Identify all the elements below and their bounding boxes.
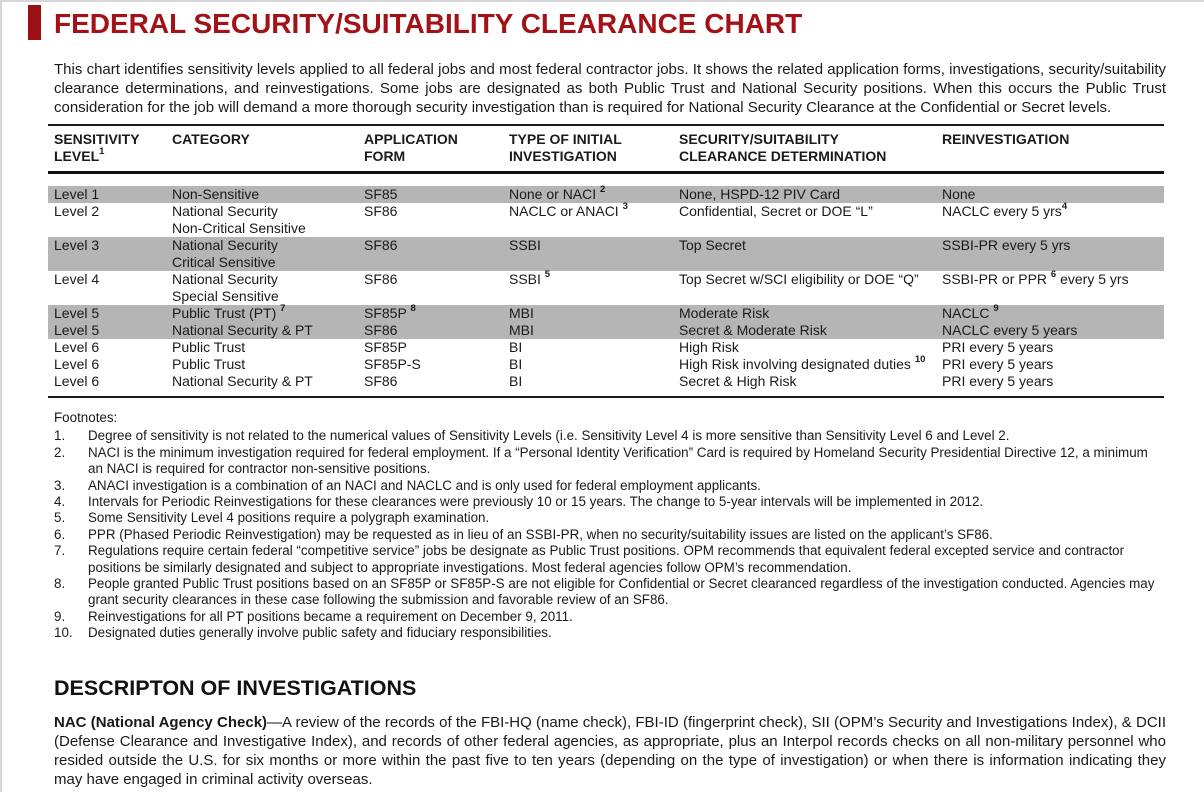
footnote-number: 4. xyxy=(54,494,66,510)
table-cell: MBI xyxy=(509,322,679,339)
table-cell: Level 6 xyxy=(54,339,100,355)
table-cell: BI xyxy=(509,339,523,355)
footnote-text: Reinvestigations for all PT positions became a requirement on December 9, 2011. xyxy=(88,608,573,624)
intro-paragraph: This chart identifies sensitivity levels applied to all federal jobs and most federal contractor jobs. It shows the related application forms, investigations, security/suitability clearance determinations, and reinvestigations. Some jobs are designated as both Public Trust and National Security positions. When this occurs the Public Trust consideration for the job will demand a more thorough security investigation than is required for National Security Clearance at the Confidential or Secret levels. xyxy=(54,61,1166,116)
table-cell: Level 2 xyxy=(54,203,100,219)
table-cell: PRI every 5 years xyxy=(942,356,1054,372)
table-row xyxy=(48,305,1164,322)
table-cell: NACLC every 5 years xyxy=(942,322,1164,339)
table-cell: Level 3 xyxy=(48,237,172,271)
footnote-text: PPR (Phased Periodic Reinvestigation) may be requested as in lieu of an SSBI-PR, when no security/suitability issues are listed on the applicant’s SF86. xyxy=(88,526,993,542)
table-cell: PRI every 5 years xyxy=(942,339,1054,355)
red-edge-mark xyxy=(28,5,41,40)
footnote-number: 5. xyxy=(54,510,66,526)
footnote-item xyxy=(54,428,1166,444)
table-row xyxy=(48,373,1164,390)
footnote-item xyxy=(54,609,1166,625)
superscript-footnote-ref: 6 xyxy=(1050,269,1057,281)
table-cell: SF85 xyxy=(364,186,509,203)
table-row xyxy=(48,186,1164,203)
table-cell: National Security Special Sensitive xyxy=(172,271,279,304)
table-cell: Level 1 xyxy=(48,186,172,203)
table-cell: High Risk involving designated duties $^{10}$ xyxy=(679,354,926,372)
spacer-row xyxy=(48,173,1164,187)
table-cell: SF85P-S xyxy=(364,356,421,372)
spacer-cell xyxy=(48,173,1164,187)
table-cell: Secret & Moderate Risk xyxy=(679,322,942,339)
table-cell: BI xyxy=(509,356,523,372)
table-cell: Secret & High Risk xyxy=(679,373,797,389)
superscript-footnote-ref: 10 xyxy=(914,354,926,366)
nac-paragraph xyxy=(54,713,1166,789)
table-cell: SSBI xyxy=(509,237,679,271)
footnote-item xyxy=(54,510,1166,526)
footnote-text: People granted Public Trust positions based on an SF85P or SF85P-S are not eligible for Confidential or Secret clearanced regardless of the investigation conducted. Agencies may grant security clearances in these case following the submission and favorable review of an SF86. xyxy=(88,576,1155,608)
clearance-table-body xyxy=(48,186,1164,390)
superscript-footnote-ref: 7 xyxy=(280,303,286,315)
footnote-item xyxy=(54,445,1166,478)
footnote-text: ANACI investigation is a combination of an NACI and NACLC and is only used for federal employment applicants. xyxy=(88,477,761,493)
column-header: SECURITY/SUITABILITY CLEARANCE DETERMINATION xyxy=(679,125,942,173)
footnote-number: 6. xyxy=(54,526,66,542)
footnote-number: 7. xyxy=(54,543,66,559)
table-cell: SSBI-PR every 5 yrs xyxy=(942,237,1164,271)
table-cell: National Security Critical Sensitive xyxy=(172,237,364,271)
table-cell: SF86 xyxy=(364,203,398,219)
table-cell: National Security & PT xyxy=(172,373,313,389)
table-cell: SF86 xyxy=(364,373,398,389)
table-cell: None xyxy=(942,186,1164,203)
footnote-text: Regulations require certain federal “competitive service” jobs be designate as Public Trust positions. OPM recommends that equivalent federal excepted service and contractor positions be similarly designated and subject to appropriate investigations. Most federal agencies follow OPM’s recommendation. xyxy=(88,543,1125,575)
footnote-item xyxy=(54,527,1166,543)
table-cell: Confidential, Secret or DOE “L” xyxy=(679,203,873,219)
footnote-text: Some Sensitivity Level 4 positions require a polygraph examination. xyxy=(88,510,490,526)
footnotes-list xyxy=(54,428,1166,641)
table-cell: National Security & PT xyxy=(172,322,364,339)
footnote-number: 2. xyxy=(54,444,66,460)
column-header: REINVESTIGATION xyxy=(942,125,1164,173)
table-cell: Public Trust (PT) $^7$ xyxy=(172,305,364,322)
footnotes-label: Footnotes: xyxy=(54,410,118,425)
footnote-text: NACI is the minimum investigation required for federal employment. If a “Personal Identity Verification” Card is required by Homeland Security Presidential Directive 12, a minimum an NACI is required for contractor non-sensitive positions. xyxy=(88,444,1148,477)
table-cell: SF85P xyxy=(364,339,407,355)
table-cell: Level 6 xyxy=(54,373,100,389)
table-cell: Level 5 xyxy=(48,305,172,322)
table-cell: SF86 xyxy=(364,271,398,287)
superscript-footnote-ref: 5 xyxy=(544,269,551,281)
table-cell: Non-Sensitive xyxy=(172,186,364,203)
table-cell: Public Trust xyxy=(172,356,246,372)
table-cell: Top Secret w/SCI eligibility or DOE “Q” xyxy=(679,271,919,287)
page-title: FEDERAL SECURITY/SUITABILITY CLEARANCE CHART xyxy=(54,8,803,39)
table-cell: SF86 xyxy=(364,322,509,339)
table-cell: MBI xyxy=(509,305,679,322)
table-row xyxy=(48,203,1164,237)
table-cell: NACLC $^9$ xyxy=(942,305,1164,322)
column-header: SENSITIVITY LEVEL$^1$ xyxy=(48,125,172,173)
nac-text: —A review of the records of the FBI-HQ (name check), FBI-ID (fingerprint check), SII (OPM’s Security and Investigations Index), & DCII (Defense Clearance and Investigative Index), and records of other federal agencies, as appropriate, plus an Interpol records checks on all non-military personnel who resided outside the U.S. for six months or more within the past five to ten years (depending on the type of investigation) or when there is information indicating they may have engaged in criminal activity overseas. xyxy=(54,713,1166,788)
superscript-footnote-ref: 1 xyxy=(99,146,105,158)
clearance-table xyxy=(48,124,1164,398)
table-cell: Public Trust xyxy=(172,339,246,355)
table-end-spacer xyxy=(48,390,1164,397)
spacer-row xyxy=(48,390,1164,397)
superscript-footnote-ref: 4 xyxy=(1061,201,1068,213)
footnote-number: 8. xyxy=(54,576,66,592)
table-cell: High Risk xyxy=(679,339,739,355)
table-row xyxy=(48,339,1164,356)
table-cell: None or NACI $^2$ xyxy=(509,186,679,203)
footnote-number: 3. xyxy=(54,477,66,493)
table-row xyxy=(48,356,1164,373)
footnote-text: Intervals for Periodic Reinvestigations for these clearances were previously 10 or 15 years. The change to 5-year intervals will be implemented in 2012. xyxy=(88,494,984,510)
table-cell: NACLC every 5 yrs$^4$ xyxy=(942,201,1068,219)
footnote-item xyxy=(54,543,1166,576)
table-cell: Top Secret xyxy=(679,237,942,271)
table-row xyxy=(48,271,1164,305)
table-cell: Level 5 xyxy=(48,322,172,339)
footnote-number: 10. xyxy=(54,625,73,641)
superscript-footnote-ref: 3 xyxy=(622,201,628,213)
table-cell: SSBI-PR or PPR $^6$ every 5 yrs xyxy=(942,269,1129,287)
table-row xyxy=(48,322,1164,339)
footnote-text: Designated duties generally involve public safety and fiduciary responsibilities. xyxy=(88,625,552,641)
table-cell: SF86 xyxy=(364,237,509,271)
footnote-number: 9. xyxy=(54,608,66,624)
table-header xyxy=(48,125,1164,173)
column-header: APPLICATION FORM xyxy=(364,125,509,173)
superscript-footnote-ref: 2 xyxy=(600,184,606,196)
table-cell: SF85P $^8$ xyxy=(364,305,509,322)
table-cell: Moderate Risk xyxy=(679,305,942,322)
table-cell: None, HSPD-12 PIV Card xyxy=(679,186,942,203)
table-cell: Level 6 xyxy=(54,356,100,372)
footnotes-section xyxy=(54,410,1166,642)
footnote-number: 1. xyxy=(54,428,66,444)
table-header-row xyxy=(48,125,1164,173)
section-heading-investigations: DESCRIPTON OF INVESTIGATIONS xyxy=(54,675,417,700)
document-page xyxy=(2,8,1204,789)
table-cell: National Security Non-Critical Sensitive xyxy=(172,203,306,236)
footnote-item xyxy=(54,494,1166,510)
table-header-spacer xyxy=(48,173,1164,187)
table-cell: PRI every 5 years xyxy=(942,373,1054,389)
column-header: CATEGORY xyxy=(172,125,364,173)
table-cell: NACLC or ANACI $^3$ xyxy=(509,201,628,219)
footnote-item xyxy=(54,576,1166,609)
spacer-cell xyxy=(48,390,1164,397)
nac-lead: NAC (National Agency Check) xyxy=(54,713,268,731)
table-cell: SSBI $^5$ xyxy=(509,269,551,287)
footnote-item xyxy=(54,625,1166,641)
table-cell: BI xyxy=(509,373,523,389)
table-cell: Level 4 xyxy=(54,271,100,287)
superscript-footnote-ref: 9 xyxy=(993,303,999,315)
superscript-footnote-ref: 8 xyxy=(410,303,416,315)
footnote-item xyxy=(54,478,1166,494)
column-header: TYPE OF INITIAL INVESTIGATION xyxy=(509,125,679,173)
footnote-text: Degree of sensitivity is not related to the numerical values of Sensitivity Levels (i.e. Sensitivity Level 4 is more sensitive than Sensitivity Level 6 and Level 2. xyxy=(88,428,1010,444)
table-row xyxy=(48,237,1164,271)
